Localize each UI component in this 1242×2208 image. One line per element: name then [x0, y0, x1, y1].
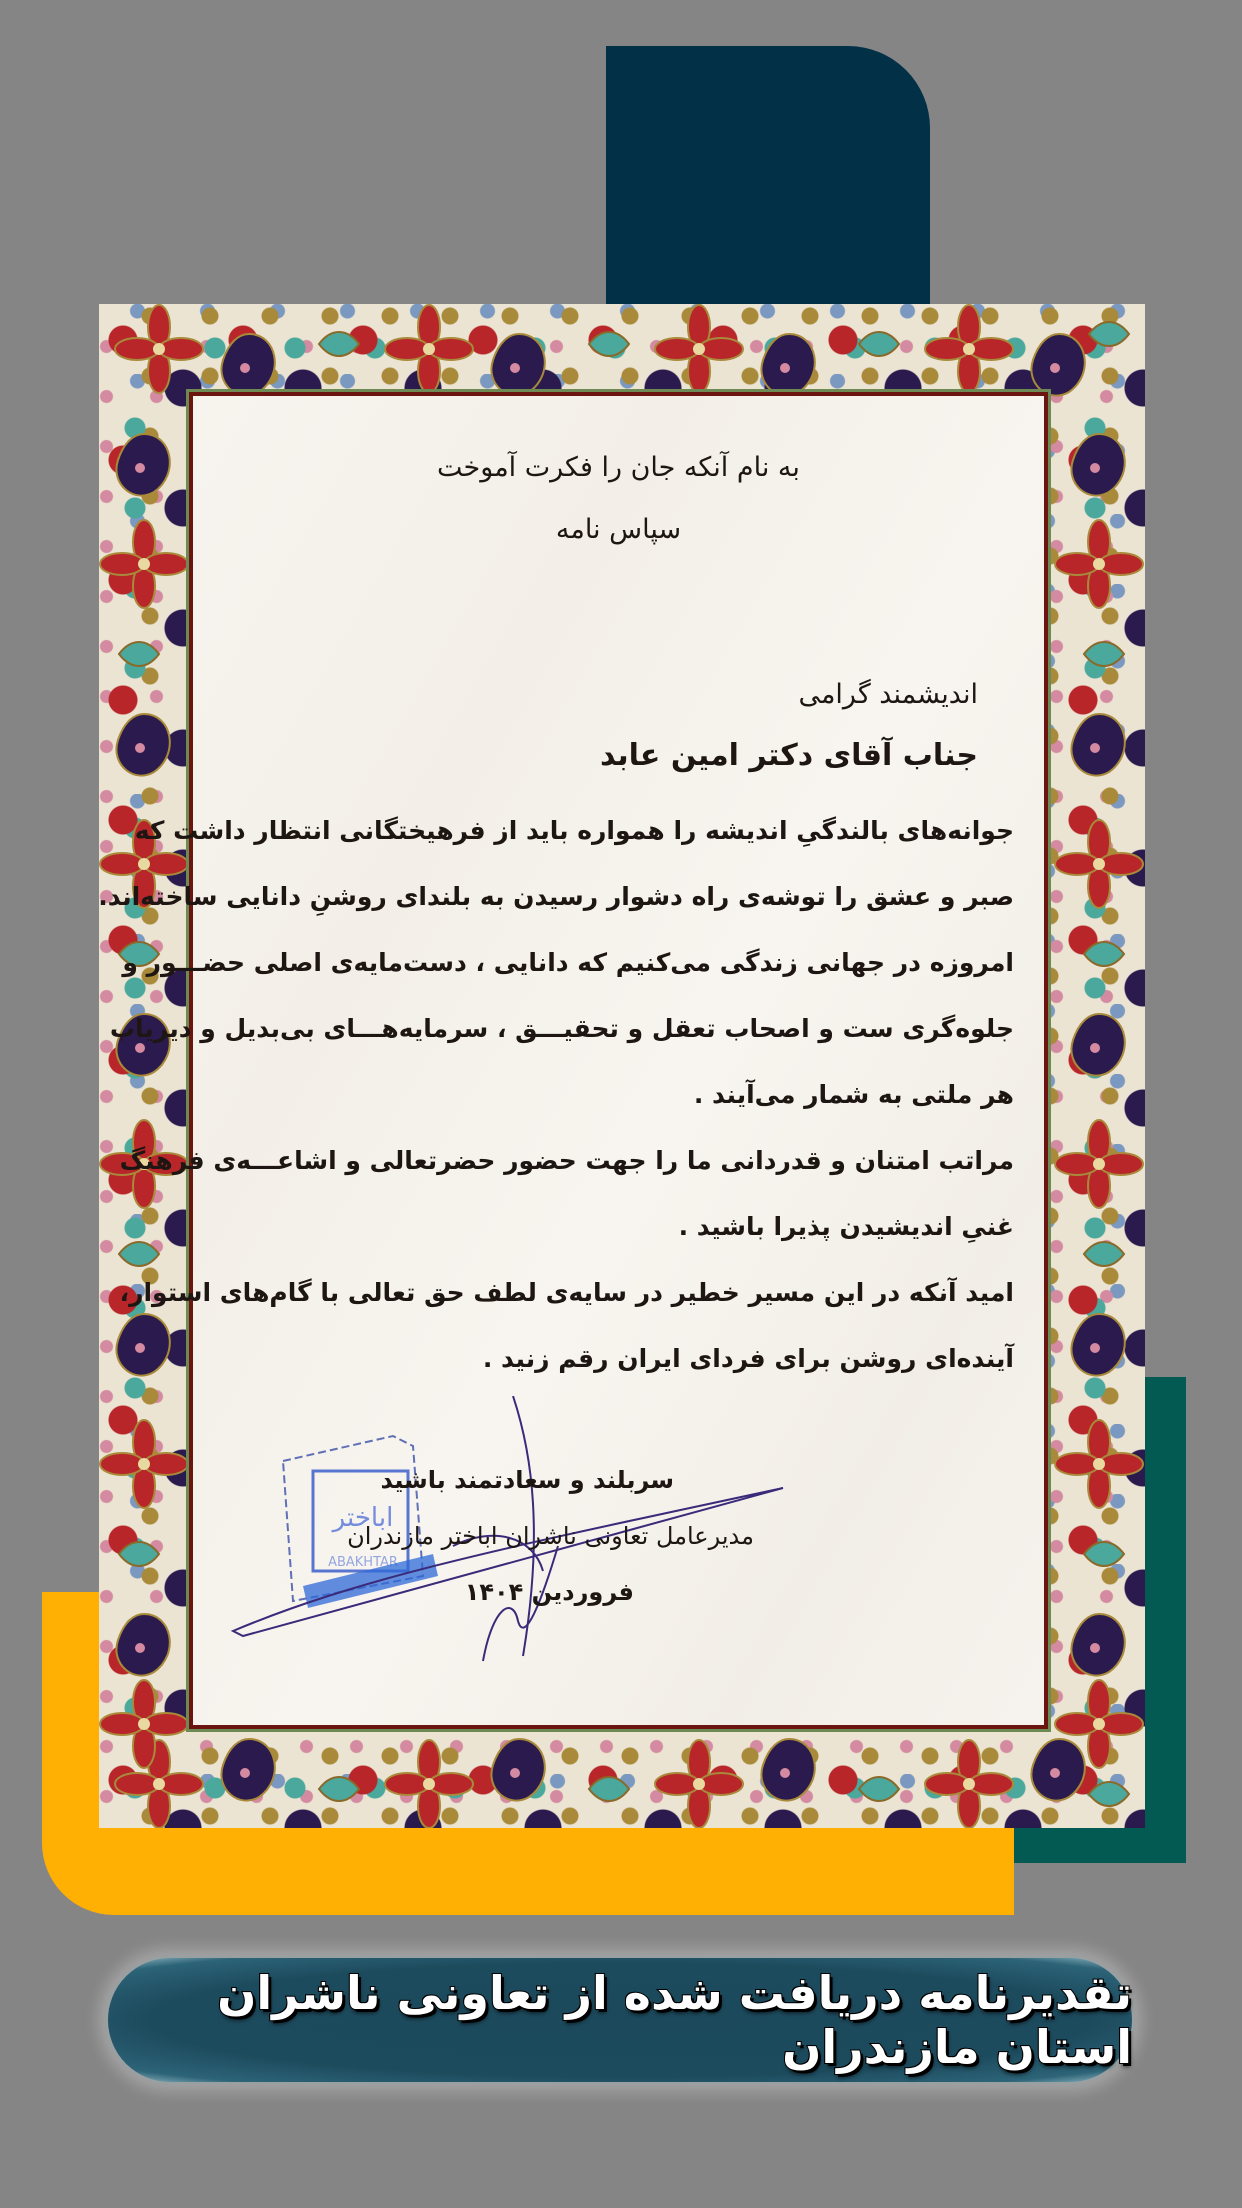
svg-text:ABAKHTAR: ABAKHTAR: [328, 1555, 398, 1570]
paper-frame: [98, 389, 1051, 1732]
body-line: امروزه در جهانی زندگی می‌کنیم که دانایی ، دست‌مایه‌ی اصلی حضـــور و: [122, 948, 1014, 977]
closing-wish: سربلند و سعادتمند باشید: [380, 1466, 674, 1494]
svg-text:اباختر: اباختر: [332, 1503, 394, 1533]
salutation: اندیشمند گرامی: [798, 679, 978, 710]
signatory-title: مدیرعامل تعاونی ناشران اباختر مازندران: [347, 1522, 754, 1550]
body-line: جوانه‌های بالندگیِ اندیشه را همواره باید از فرهیختگانی انتظار داشت که: [134, 816, 1014, 845]
body-line: جلوه‌گری ست و اصحاب تعقل و تحقیـــق ، سرمایه‌هـــای بی‌بدیل و دیریاب: [109, 1014, 1014, 1043]
certificate-paper: [98, 396, 1044, 1725]
body-line: مراتب امتنان و قدردانی ما را جهت حضور حضرتعالی و اشاعـــه‌ی فرهنگ: [119, 1146, 1014, 1175]
body-line: امید آنکه در این مسیر خطیر در سایه‌ی لطف حق تعالی با گام‌های استوار،: [119, 1278, 1014, 1307]
invocation-heading: به نام آنکه جان را فکرت آموخت: [437, 452, 800, 483]
certificate-image: [99, 304, 1145, 1828]
issue-date: فروردین ۱۴۰۴: [464, 1578, 634, 1606]
recipient-name: جناب آقای دکتر امین عابد: [600, 738, 978, 773]
navy-decor-block: [606, 46, 930, 346]
body-line: هر ملتی به شمار می‌آیند .: [693, 1080, 1014, 1109]
banner-title: تقدیرنامه دریافت شده از تعاونی ناشران استان مازندران: [217, 1966, 1132, 2074]
body-line: صبر و عشق را توشه‌ی راه دشوار رسیدن به بلندای روشنِ دانایی ساخته‌اند.: [98, 882, 1014, 911]
certificate-title: سپاس نامه: [555, 514, 682, 545]
body-line: آینده‌ای روشن برای فردای ایران رقم زنید .: [482, 1344, 1014, 1373]
caption-banner: [105, 1955, 1135, 2085]
body-line: غنیِ اندیشیدن پذیرا باشید .: [678, 1212, 1014, 1241]
